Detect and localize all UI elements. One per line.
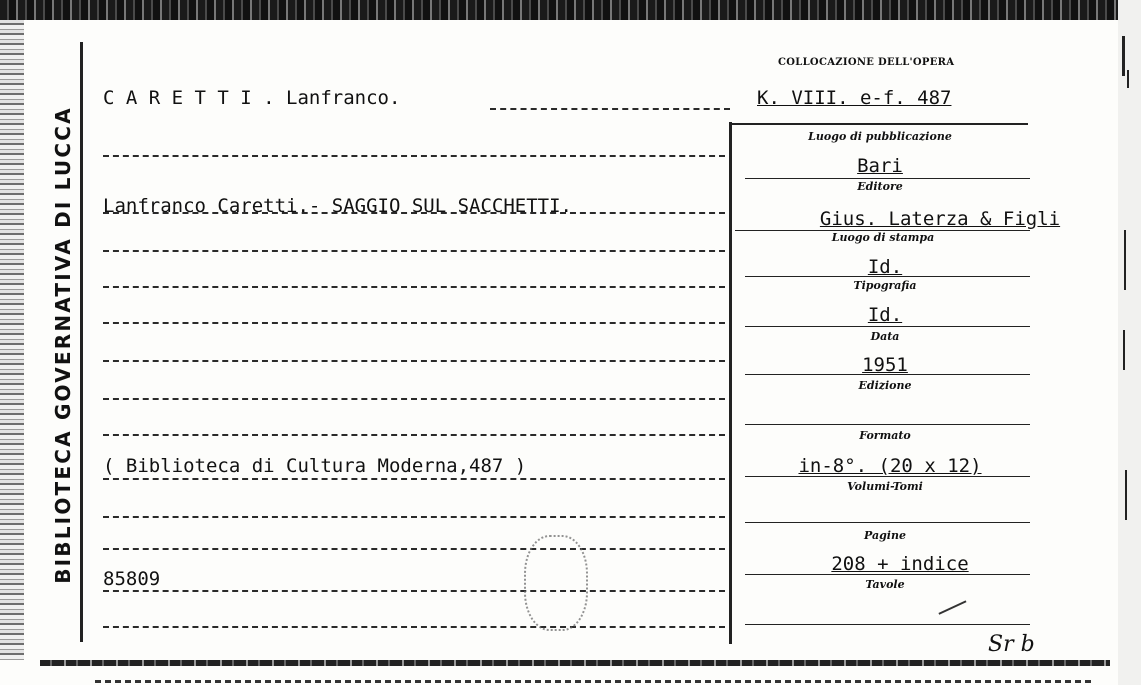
panel-top-rule bbox=[732, 123, 1028, 125]
library-stamp bbox=[524, 535, 588, 631]
handwritten-mark: Sr b bbox=[988, 632, 1035, 657]
edge-speck bbox=[1122, 36, 1125, 76]
field-label-pagine: Pagine bbox=[864, 529, 906, 542]
ruled-line bbox=[103, 212, 725, 214]
field-value-pagine: 208 + indice bbox=[831, 553, 969, 575]
collocazione-label: COLLOCAZIONE DELL'OPERA bbox=[778, 57, 955, 68]
field-rule bbox=[745, 476, 1030, 477]
field-label-luogo-pubblicazione: Luogo di pubblicazione bbox=[808, 130, 952, 143]
edge-speck bbox=[1125, 470, 1127, 520]
field-value-tipografia: Id. bbox=[867, 304, 903, 326]
field-label-luogo-stampa: Luogo di stampa bbox=[831, 231, 935, 244]
field-rule bbox=[745, 424, 1030, 425]
field-value-luogo-pubblicazione: Bari bbox=[857, 155, 903, 177]
field-rule bbox=[745, 574, 1030, 575]
field-value-editore: Gius. Laterza & Figli bbox=[819, 208, 1061, 230]
card-top-edge bbox=[0, 0, 1120, 20]
ruled-line bbox=[103, 434, 725, 436]
ruled-line bbox=[103, 286, 725, 288]
field-label-tipografia: Tipografia bbox=[853, 279, 917, 292]
edge-speck bbox=[1124, 230, 1126, 290]
card-right-edge bbox=[1118, 0, 1141, 685]
inventory-number: 85809 bbox=[103, 568, 161, 590]
field-value-luogo-stampa: Id. bbox=[867, 256, 903, 278]
author-heading: C A R E T T I . Lanfranco. bbox=[103, 87, 401, 109]
field-rule bbox=[745, 326, 1030, 327]
ruled-line bbox=[103, 398, 725, 400]
field-label-editore: Editore bbox=[857, 180, 903, 193]
ruled-line bbox=[103, 516, 725, 518]
ruled-line bbox=[103, 155, 725, 157]
field-value-data: 1951 bbox=[862, 354, 908, 376]
title-line: Lanfranco Caretti.- SAGGIO SUL SACCHETTI. bbox=[103, 195, 572, 217]
ruled-line bbox=[103, 478, 725, 480]
field-label-data: Data bbox=[870, 330, 900, 343]
field-rule bbox=[745, 178, 1030, 179]
card-bottom-edge bbox=[40, 660, 1110, 666]
edge-speck bbox=[1123, 330, 1125, 370]
card-bottom-edge bbox=[95, 680, 1095, 683]
ruled-line bbox=[103, 322, 725, 324]
ruled-line bbox=[103, 626, 725, 628]
field-label-edizione: Edizione bbox=[858, 379, 912, 392]
edge-speck bbox=[1127, 70, 1129, 88]
left-border-line bbox=[80, 42, 83, 642]
ruled-line bbox=[103, 548, 725, 550]
ruled-line bbox=[103, 250, 725, 252]
ruled-line bbox=[490, 108, 730, 110]
field-label-formato: Formato bbox=[859, 429, 911, 442]
ruled-line bbox=[103, 360, 725, 362]
field-label-volumi-tomi: Volumi-Tomi bbox=[847, 480, 923, 493]
field-rule bbox=[745, 276, 1030, 277]
series-line: ( Biblioteca di Cultura Moderna,487 ) bbox=[103, 455, 527, 477]
panel-border-line bbox=[729, 122, 732, 644]
field-value-formato: in-8°. (20 x 12) bbox=[798, 455, 982, 477]
field-rule bbox=[745, 374, 1030, 375]
card-left-edge bbox=[0, 20, 24, 660]
field-rule bbox=[745, 624, 1030, 625]
shelfmark: K. VIII. e-f. 487 bbox=[757, 87, 952, 109]
field-rule bbox=[745, 522, 1030, 523]
pencil-stroke bbox=[938, 600, 971, 625]
ruled-line bbox=[103, 590, 725, 592]
library-title: BIBLIOTECA GOVERNATIVA DI LUCCA bbox=[51, 106, 75, 584]
field-label-tavole: Tavole bbox=[865, 578, 905, 591]
